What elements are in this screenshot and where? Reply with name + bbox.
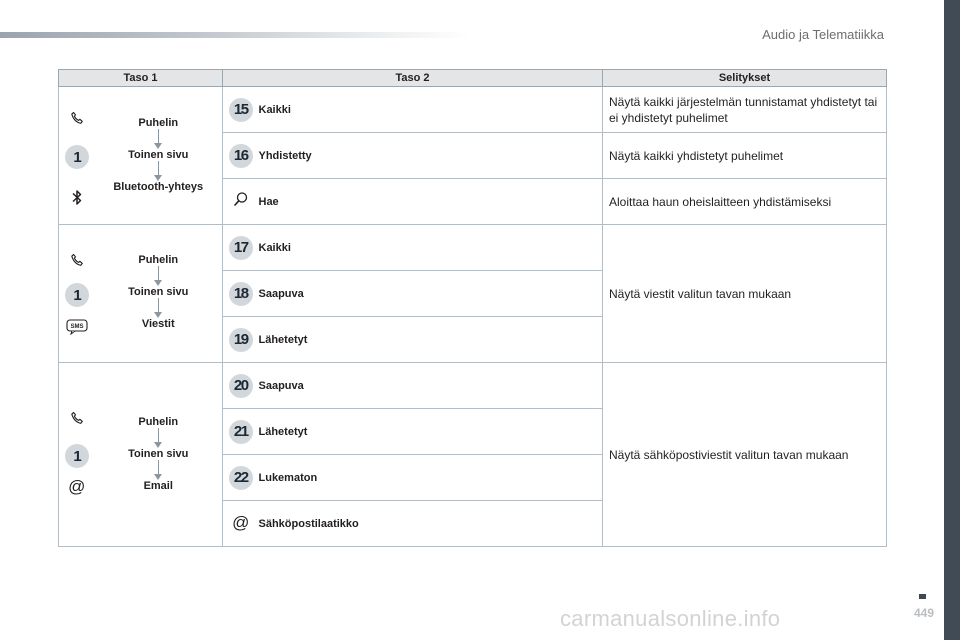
arrow-down-icon <box>153 298 164 318</box>
column-header-level2: Taso 2 <box>223 70 603 87</box>
path-step: Email <box>143 480 173 492</box>
menu-table <box>58 69 887 547</box>
sms-icon-text: SMS <box>70 324 84 331</box>
table-header-row <box>59 70 887 87</box>
path-step: Puhelin <box>138 416 179 428</box>
bluetooth-icon <box>71 189 83 206</box>
level2-badge: 19 <box>229 328 253 352</box>
level2-label: Lähetetyt <box>259 409 603 455</box>
path-step: Toinen sivu <box>128 286 189 298</box>
level2-badge: 21 <box>229 420 253 444</box>
level2-badge: 16 <box>229 144 253 168</box>
level1-path <box>95 254 223 330</box>
description: Näytä kaikki yhdistetyt puhelimet <box>603 133 887 179</box>
level2-badge-cell <box>223 225 259 271</box>
phone-icon <box>70 253 84 267</box>
at-icon: @ <box>232 513 250 532</box>
description: Näytä viestit valitun tavan mukaan <box>603 225 887 363</box>
level2-badge: 18 <box>229 282 253 306</box>
path-step: Puhelin <box>138 254 179 266</box>
table-row <box>59 87 887 133</box>
path-step: Viestit <box>141 318 175 330</box>
level1-badge: 1 <box>65 444 89 468</box>
level2-label: Kaikki <box>259 87 603 133</box>
level2-label: Sähköpostilaatikko <box>259 501 603 547</box>
level2-badge: 22 <box>229 466 253 490</box>
description: Näytä sähköpostiviestit valitun tavan mukaan <box>603 363 887 547</box>
phone-icon <box>70 411 84 425</box>
level2-label: Saapuva <box>259 271 603 317</box>
level1-path-cell <box>95 225 223 363</box>
level2-label: Yhdistetty <box>259 133 603 179</box>
page-edge-strip <box>944 0 960 640</box>
level2-icon-cell <box>223 179 259 225</box>
watermark: carmanualsonline.info <box>560 606 781 631</box>
level2-badge-cell <box>223 455 259 501</box>
column-header-description: Selitykset <box>603 70 887 87</box>
level1-path-cell <box>95 363 223 547</box>
page-number: 449 <box>913 606 934 620</box>
description: Näytä kaikki järjestelmän tunnistamat yhdistetyt tai ei yhdistetyt puhelimet <box>603 87 887 133</box>
sms-icon <box>66 319 88 335</box>
level2-label: Saapuva <box>259 363 603 409</box>
description: Aloittaa haun oheislaitteen yhdistämiseksi <box>603 179 887 225</box>
level2-badge: 20 <box>229 374 253 398</box>
arrow-down-icon <box>153 161 164 181</box>
path-step: Toinen sivu <box>128 448 189 460</box>
level2-badge: 17 <box>229 236 253 260</box>
page-marker <box>919 594 926 599</box>
level2-badge-cell <box>223 271 259 317</box>
level1-icons-cell <box>59 87 95 225</box>
column-header-level1: Taso 1 <box>59 70 223 87</box>
level2-badge-cell <box>223 133 259 179</box>
phone-icon <box>70 111 84 125</box>
section-title: Audio ja Telematiikka <box>762 27 884 42</box>
level1-badge: 1 <box>65 145 89 169</box>
level2-label: Lähetetyt <box>259 317 603 363</box>
level2-icon-cell <box>223 501 259 547</box>
level2-badge-cell <box>223 317 259 363</box>
table-row <box>59 225 887 271</box>
arrow-down-icon <box>153 460 164 480</box>
level2-badge: 15 <box>229 98 253 122</box>
path-step: Puhelin <box>138 117 179 129</box>
table-row <box>59 363 887 409</box>
level1-path-cell <box>95 87 223 225</box>
arrow-down-icon <box>153 428 164 448</box>
level1-path <box>95 117 223 193</box>
level2-label: Lukematon <box>259 455 603 501</box>
level2-badge-cell <box>223 409 259 455</box>
path-step: Bluetooth-yhteys <box>113 181 204 193</box>
level2-label: Hae <box>259 179 603 225</box>
header-gradient-bar <box>0 32 470 38</box>
search-icon <box>233 191 249 212</box>
arrow-down-icon <box>153 266 164 286</box>
at-icon: @ <box>68 477 86 496</box>
arrow-down-icon <box>153 129 164 149</box>
level1-path <box>95 416 223 492</box>
level2-badge-cell <box>223 363 259 409</box>
level1-icons-cell <box>59 225 95 363</box>
level2-badge-cell <box>223 87 259 133</box>
level2-label: Kaikki <box>259 225 603 271</box>
level1-icons-cell <box>59 363 95 547</box>
path-step: Toinen sivu <box>128 149 189 161</box>
level1-badge: 1 <box>65 283 89 307</box>
